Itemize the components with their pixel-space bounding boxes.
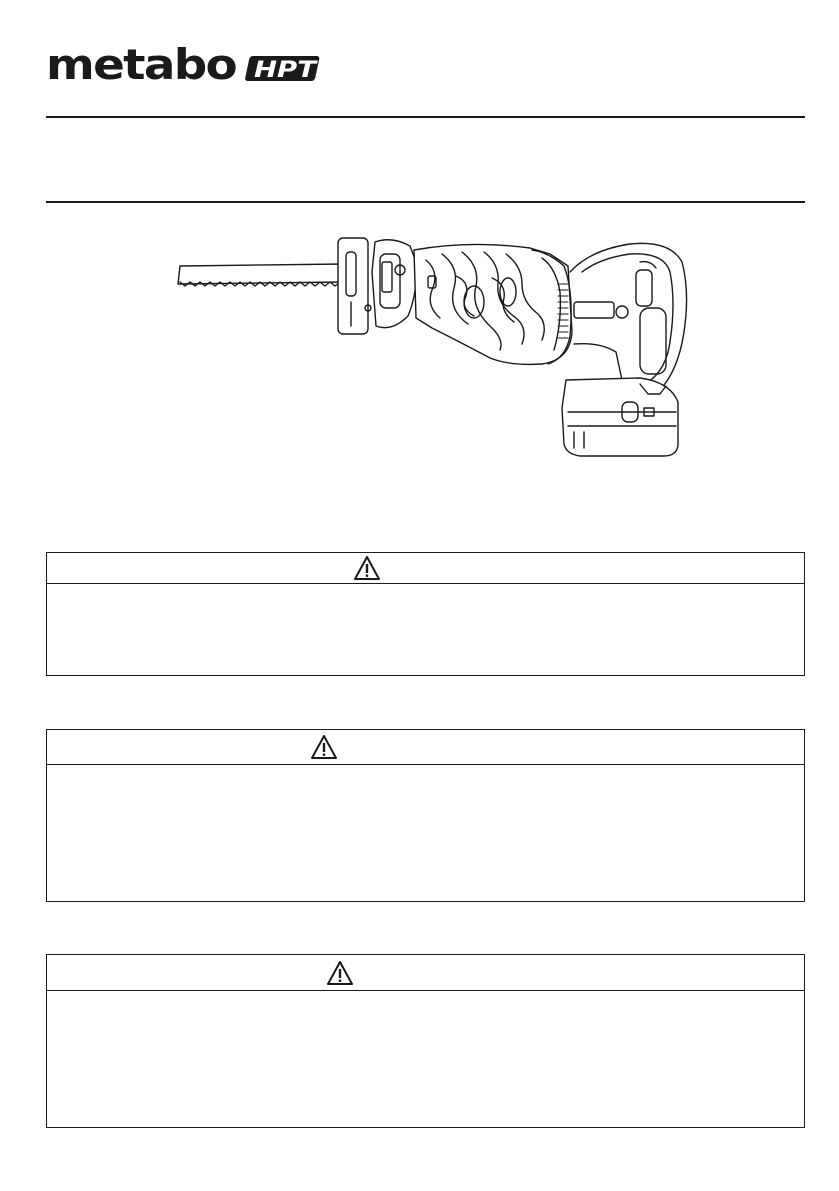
warning-triangle-icon — [310, 734, 338, 760]
header-rule-top — [46, 116, 805, 118]
reciprocating-saw-illustration — [170, 232, 690, 460]
warning-box-header — [47, 730, 804, 765]
svg-text:HPT: HPT — [254, 58, 319, 83]
warning-box-header — [47, 955, 804, 991]
header-rule-bottom — [46, 201, 805, 203]
brand-logo — [46, 46, 322, 86]
warning-box-3 — [46, 954, 805, 1128]
svg-text:metabo: metabo — [46, 46, 237, 86]
warning-triangle-icon — [353, 555, 381, 581]
warning-box-1 — [46, 552, 805, 676]
warning-box-header — [47, 553, 804, 584]
warning-box-2 — [46, 729, 805, 902]
warning-triangle-icon — [326, 960, 354, 986]
